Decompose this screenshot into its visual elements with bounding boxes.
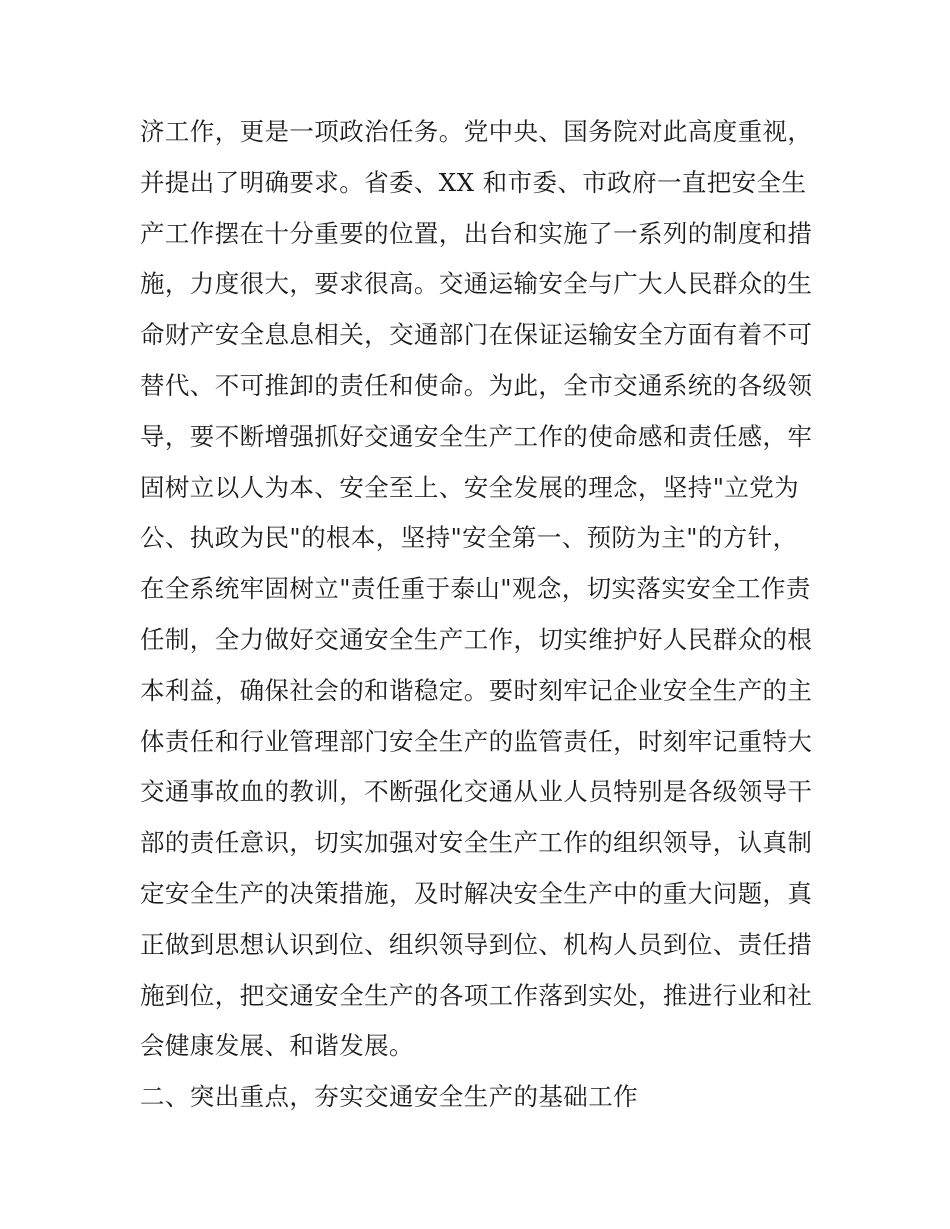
text-line: 施，力度很大，要求很高。交通运输安全与广大人民群众的生 [140,269,813,299]
text-line: 命财产安全息息相关，交通部门在保证运输安全方面有着不可 [140,320,813,350]
text-line: 导，要不断增强抓好交通安全生产工作的使命感和责任感，牢 [140,421,813,451]
section-heading: 二、突出重点，夯实交通安全生产的基础工作 [140,1082,638,1112]
text-line: 固树立以人为本、安全至上、安全发展的理念，坚持"立党为 [140,472,800,502]
text-line: 部的责任意识，切实加强对安全生产工作的组织领导，认真制 [140,828,813,858]
text-line: 施到位，把交通安全生产的各项工作落到实处，推进行业和社 [140,980,813,1010]
text-line: 并提出了明确要求。省委、XX 和市委、市政府一直把安全生 [140,167,807,197]
text-line: 会健康发展、和谐发展。 [140,1031,414,1061]
text-line: 体责任和行业管理部门安全生产的监管责任，时刻牢记重特大 [140,726,813,756]
text-line: 产工作摆在十分重要的位置，出台和实施了一系列的制度和措 [140,218,813,248]
text-line: 在全系统牢固树立"责任重于泰山"观念，切实落实安全工作责 [140,574,811,604]
text-line: 定安全生产的决策措施，及时解决安全生产中的重大问题，真 [140,878,813,908]
text-line: 正做到思想认识到位、组织领导到位、机构人员到位、责任措 [140,929,813,959]
text-line: 交通事故血的教训，不断强化交通从业人员特别是各级领导干 [140,777,813,807]
text-line: 替代、不可推卸的责任和使命。为此，全市交通系统的各级领 [140,370,813,400]
text-line: 任制，全力做好交通安全生产工作，切实维护好人民群众的根 [140,624,813,654]
text-line: 本利益，确保社会的和谐稳定。要时刻牢记企业安全生产的主 [140,675,813,705]
text-line: 济工作，更是一项政治任务。党中央、国务院对此高度重视， [140,117,813,146]
text-line: 公、执政为民"的根本，坚持"安全第一、预防为主"的方针， [140,523,798,553]
body-text [140,107,830,1123]
